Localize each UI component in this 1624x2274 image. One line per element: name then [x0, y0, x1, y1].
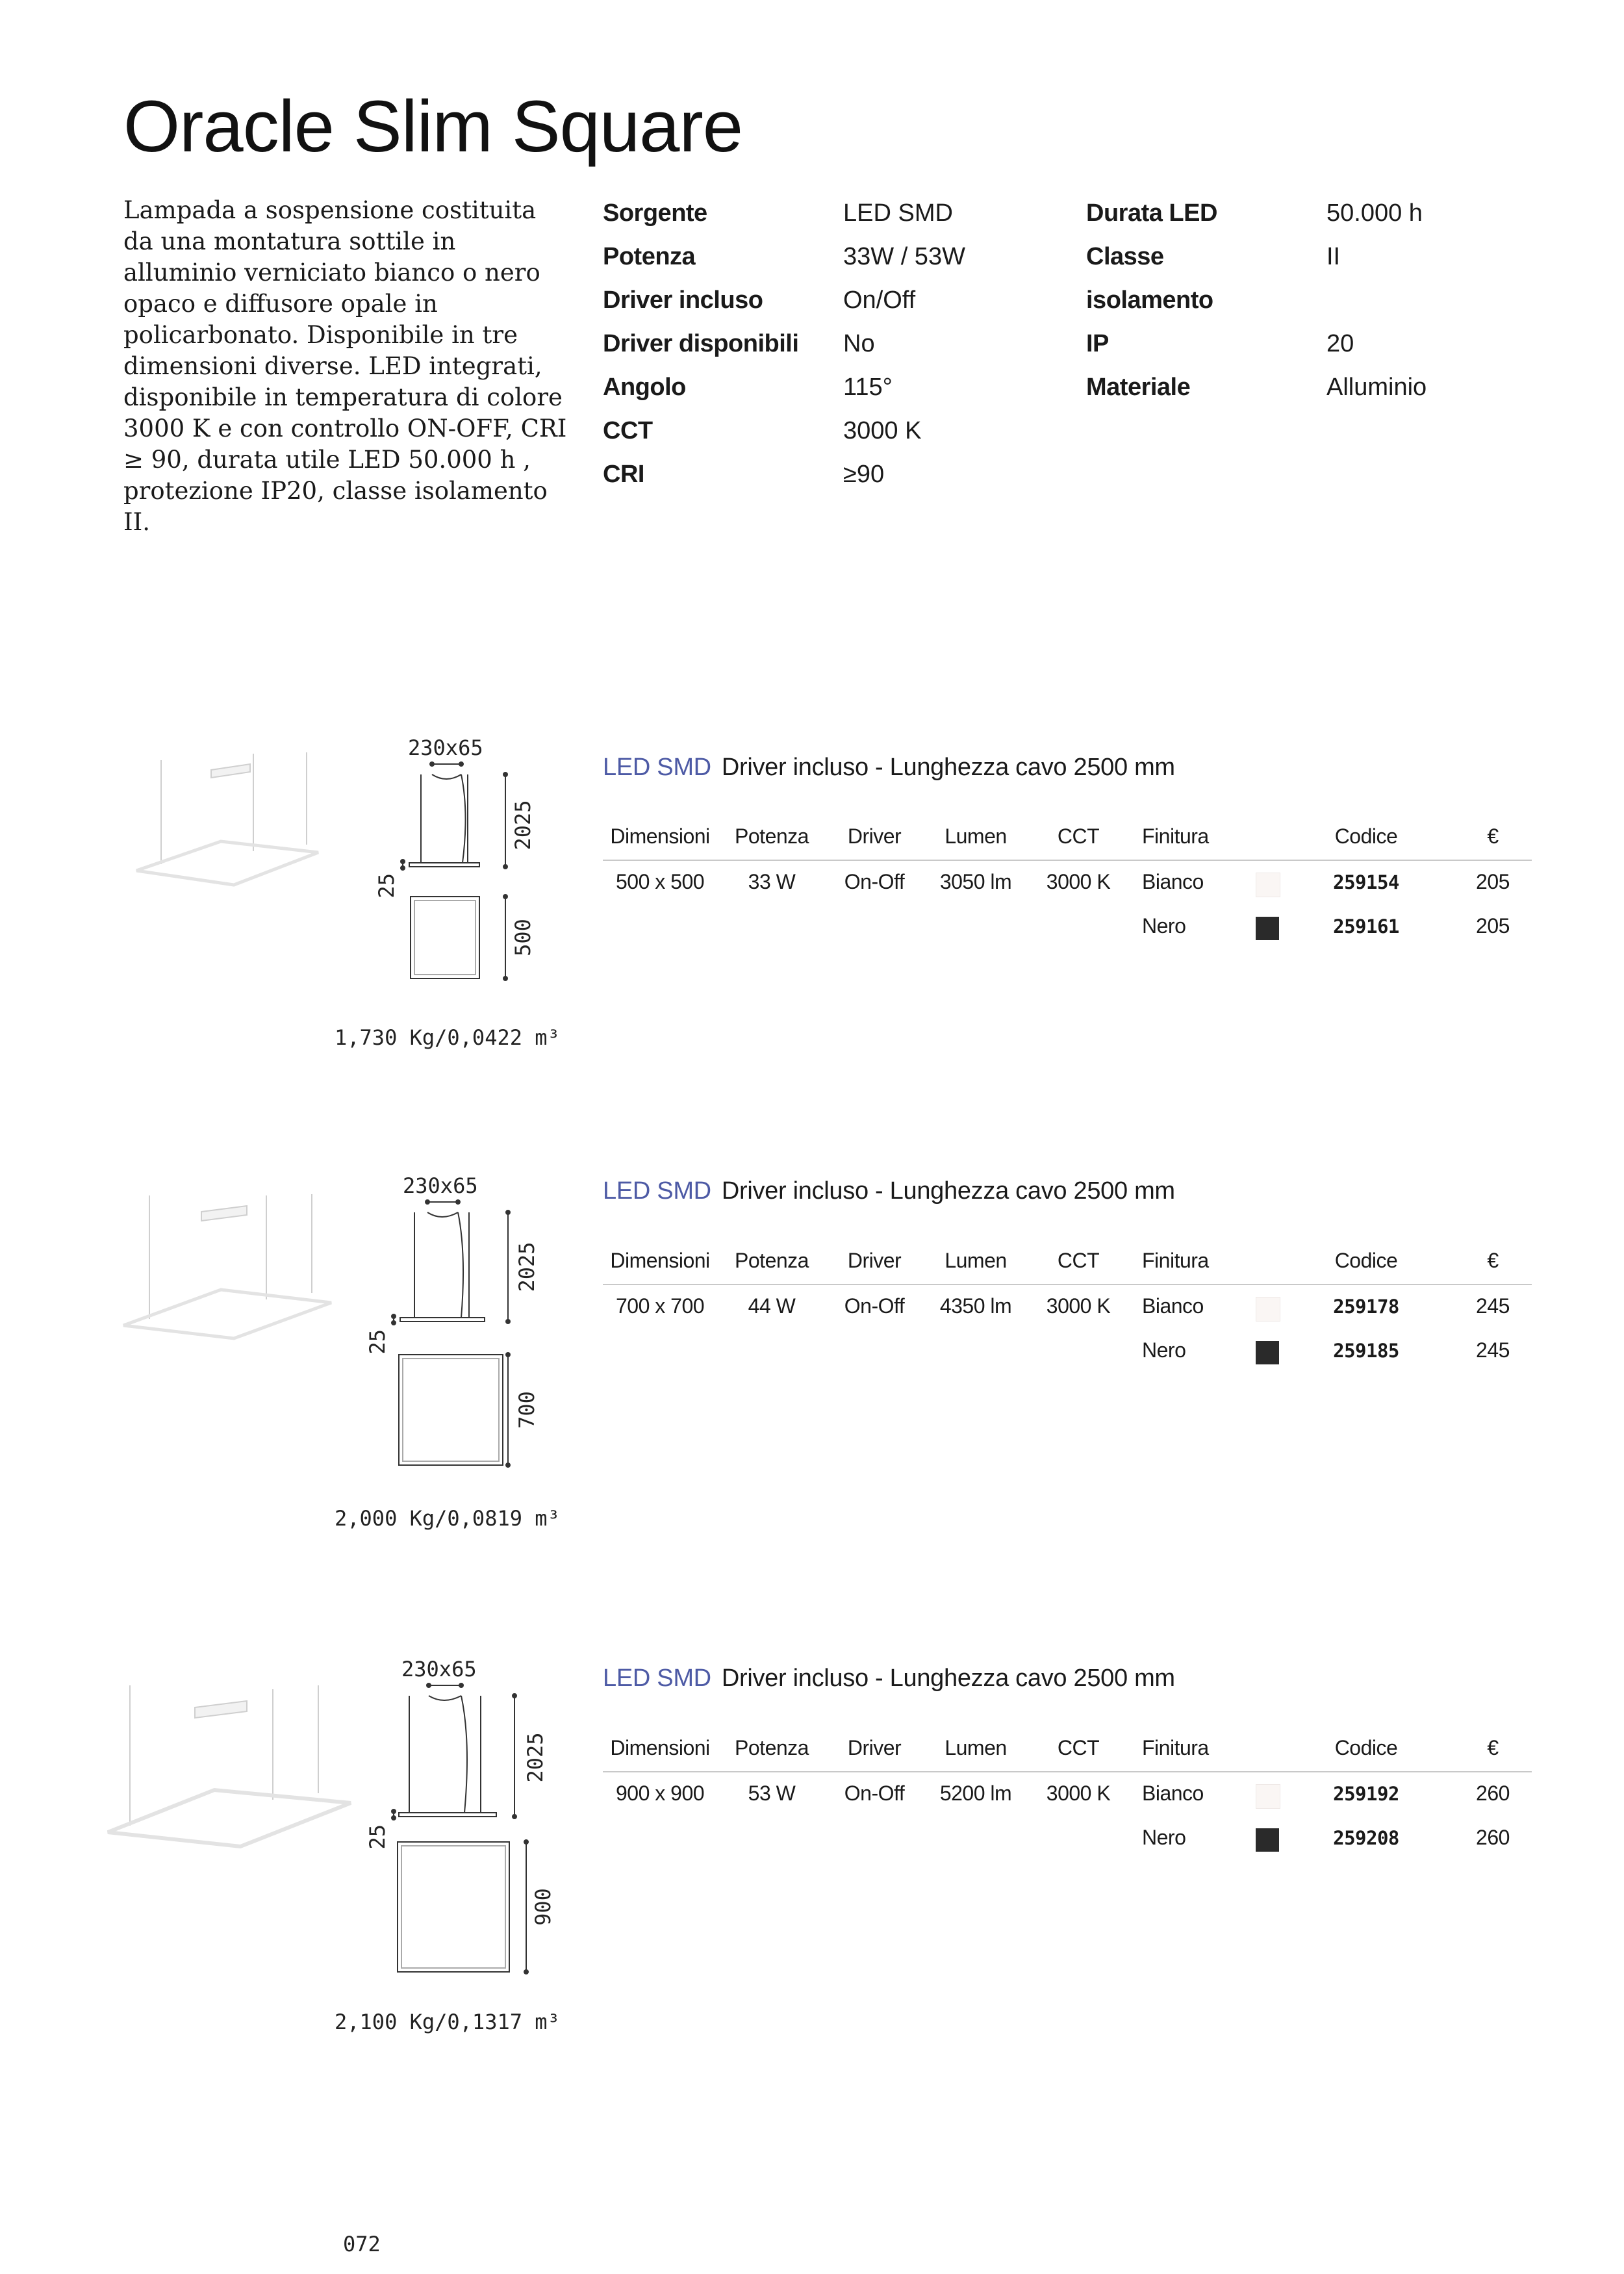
spec-key: Durata LED: [1086, 199, 1217, 227]
col-driver: Driver: [847, 1249, 902, 1272]
specs-right: [1086, 192, 1427, 409]
product-table: [603, 1727, 1532, 1861]
col-codice: Codice: [1334, 1736, 1398, 1759]
cell-codice: 259161: [1333, 915, 1399, 938]
spec-row: [603, 235, 965, 279]
spec-value: ≥90: [843, 461, 885, 488]
table-header: [603, 1727, 1483, 1772]
cell-dimensioni: 700 x 700: [615, 1294, 705, 1318]
finish-swatch-white: [1256, 1297, 1280, 1322]
thickness-dim-label: 25: [365, 1329, 390, 1355]
dimension-drawing: [357, 1657, 578, 1982]
col-dimensioni: Dimensioni: [610, 824, 710, 848]
lamp-render-image: [123, 741, 331, 897]
spec-row: [1086, 192, 1427, 235]
table-header: [603, 1240, 1483, 1285]
weight-volume: 1,730 Kg/0,0422 m³: [335, 1025, 560, 1050]
col-driver: Driver: [847, 824, 902, 848]
spec-key: Potenza: [603, 243, 696, 270]
cell-prezzo: 205: [1476, 914, 1510, 938]
product-heading: [603, 754, 1175, 782]
lamp-render-image: [104, 1676, 357, 1852]
cell-finitura: Bianco: [1142, 1782, 1204, 1805]
col-cct: CCT: [1057, 1249, 1100, 1272]
spec-row: [1086, 322, 1427, 366]
cell-codice: 259178: [1333, 1296, 1399, 1318]
product-heading: [603, 1665, 1175, 1693]
table-row: [603, 1329, 1532, 1373]
product-table: [603, 1240, 1532, 1373]
cell-finitura: Bianco: [1142, 870, 1204, 893]
table-row: [603, 1772, 1532, 1817]
spec-value: On/Off: [843, 287, 916, 314]
table-row: [603, 861, 1532, 905]
spec-key: Sorgente: [603, 199, 707, 227]
cell-potenza: 44 W: [748, 1294, 796, 1318]
spec-key: CRI: [603, 461, 644, 488]
col-dimensioni: Dimensioni: [610, 1736, 710, 1759]
cell-codice: 259185: [1333, 1340, 1399, 1362]
col-lumen: Lumen: [945, 824, 1007, 848]
size-dim-label: 900: [531, 1888, 555, 1926]
spec-row: [1086, 235, 1427, 279]
col-dimensioni: Dimensioni: [610, 1249, 710, 1272]
spec-key: Classe: [1086, 243, 1164, 270]
spec-row: [603, 192, 965, 235]
table-header-price: [1455, 815, 1532, 861]
spec-key: Driver disponibili: [603, 330, 799, 357]
spec-key: Angolo: [603, 374, 686, 401]
size-dim-label: 500: [511, 919, 535, 956]
cell-prezzo: 260: [1476, 1826, 1510, 1849]
cell-prezzo: 205: [1476, 870, 1510, 893]
cell-prezzo: 245: [1476, 1294, 1510, 1318]
cell-cct: 3000 K: [1046, 1782, 1111, 1805]
light-source-label: LED SMD: [603, 754, 711, 781]
page-number: 072: [343, 2232, 381, 2256]
table-header-price: [1455, 1727, 1532, 1772]
cell-potenza: 53 W: [748, 1782, 796, 1805]
col-prezzo: €: [1487, 824, 1499, 848]
finish-swatch-black: [1256, 1828, 1279, 1852]
spec-key: CCT: [603, 417, 653, 444]
spec-key: IP: [1086, 330, 1109, 357]
spec-key: isolamento: [1086, 287, 1213, 314]
cell-codice: 259154: [1333, 871, 1399, 893]
cell-lumen: 3050 lm: [939, 870, 1012, 893]
weight-volume: 2,000 Kg/0,0819 m³: [335, 1506, 560, 1531]
cell-finitura: Nero: [1142, 914, 1186, 938]
cell-driver: On-Off: [844, 870, 905, 893]
spec-key: Materiale: [1086, 374, 1191, 401]
cell-prezzo: 245: [1476, 1338, 1510, 1362]
cell-lumen: 5200 lm: [939, 1782, 1012, 1805]
spec-value: 33W / 53W: [843, 243, 965, 270]
spec-row: [1086, 366, 1427, 409]
spec-value: LED SMD: [843, 199, 953, 227]
dimension-drawing: [357, 1169, 578, 1494]
finish-swatch-white: [1256, 1784, 1280, 1809]
finish-swatch-black: [1256, 1341, 1279, 1364]
cell-codice: 259192: [1333, 1783, 1399, 1805]
drop-dim-label: 2025: [514, 1242, 539, 1292]
cell-driver: On-Off: [844, 1782, 905, 1805]
spec-row: [603, 322, 965, 366]
cell-dimensioni: 500 x 500: [615, 870, 705, 893]
canopy-dim-label: 230x65: [403, 1173, 478, 1198]
finish-swatch-black: [1256, 917, 1279, 940]
col-lumen: Lumen: [945, 1249, 1007, 1272]
spec-value: II: [1326, 243, 1341, 270]
col-potenza: Potenza: [735, 1249, 809, 1272]
col-finitura: Finitura: [1142, 1249, 1209, 1272]
col-lumen: Lumen: [945, 1736, 1007, 1759]
spec-value: Alluminio: [1326, 374, 1427, 401]
col-prezzo: €: [1487, 1249, 1499, 1272]
spec-value: 50.000 h: [1326, 199, 1423, 227]
size-dim-label: 700: [514, 1391, 539, 1429]
config-label: Driver incluso - Lunghezza cavo 2500 mm: [721, 1665, 1175, 1692]
specs-left: [603, 192, 965, 496]
table-row: [603, 1817, 1532, 1861]
spec-row: [1086, 279, 1427, 322]
product-description: Lampada a sospensione costituita da una montatura sottile in alluminio verniciato bianco o nero opaco e diffusore opale in policarbonato. Disponibile in tre dimensioni diverse. LED integrati, disponibile in temperatura di colore 3000 K e con controllo ON-OFF, CRI ≥ 90, durata utile LED 50.000 h , protezione IP20, classe isolamento II.: [123, 196, 567, 536]
product-table: [603, 815, 1532, 949]
spec-row: [603, 279, 965, 322]
product-heading: [603, 1177, 1175, 1205]
col-finitura: Finitura: [1142, 1736, 1209, 1759]
spec-value: 3000 K: [843, 417, 922, 444]
cell-finitura: Nero: [1142, 1338, 1186, 1362]
spec-key: Driver incluso: [603, 287, 763, 314]
spec-row: [603, 409, 965, 453]
spec-row: [603, 453, 965, 496]
spec-value: 20: [1326, 330, 1354, 357]
table-row: [603, 905, 1532, 949]
col-potenza: Potenza: [735, 1736, 809, 1759]
spec-value: 115°: [843, 374, 893, 401]
col-finitura: Finitura: [1142, 824, 1209, 848]
cell-finitura: Nero: [1142, 1826, 1186, 1849]
table-row: [603, 1285, 1532, 1329]
drop-dim-label: 2025: [511, 800, 535, 850]
canopy-dim-label: 230x65: [401, 1657, 477, 1681]
col-codice: Codice: [1334, 824, 1398, 848]
cell-finitura: Bianco: [1142, 1294, 1204, 1318]
page-title: Oracle Slim Square: [123, 86, 743, 167]
finish-swatch-white: [1256, 873, 1280, 897]
spec-row: [603, 366, 965, 409]
col-codice: Codice: [1334, 1249, 1398, 1272]
cell-driver: On-Off: [844, 1294, 905, 1318]
dimension-drawing: [364, 734, 578, 1007]
cell-dimensioni: 900 x 900: [615, 1782, 705, 1805]
cell-cct: 3000 K: [1046, 1294, 1111, 1318]
light-source-label: LED SMD: [603, 1177, 711, 1205]
thickness-dim-label: 25: [374, 873, 399, 899]
config-label: Driver incluso - Lunghezza cavo 2500 mm: [721, 754, 1175, 781]
col-prezzo: €: [1487, 1736, 1499, 1759]
cell-codice: 259208: [1333, 1827, 1399, 1849]
col-potenza: Potenza: [735, 824, 809, 848]
col-cct: CCT: [1057, 824, 1100, 848]
table-header-price: [1455, 1240, 1532, 1285]
col-cct: CCT: [1057, 1736, 1100, 1759]
cell-prezzo: 260: [1476, 1782, 1510, 1805]
col-driver: Driver: [847, 1736, 902, 1759]
light-source-label: LED SMD: [603, 1665, 711, 1692]
table-header: [603, 815, 1483, 861]
canopy-dim-label: 230x65: [408, 735, 483, 760]
cell-potenza: 33 W: [748, 870, 796, 893]
cell-cct: 3000 K: [1046, 870, 1111, 893]
drop-dim-label: 2025: [523, 1732, 548, 1783]
weight-volume: 2,100 Kg/0,1317 m³: [335, 2010, 560, 2034]
spec-value: No: [843, 330, 875, 357]
cell-lumen: 4350 lm: [939, 1294, 1012, 1318]
thickness-dim-label: 25: [365, 1824, 390, 1850]
config-label: Driver incluso - Lunghezza cavo 2500 mm: [721, 1177, 1175, 1205]
lamp-render-image: [117, 1182, 344, 1351]
